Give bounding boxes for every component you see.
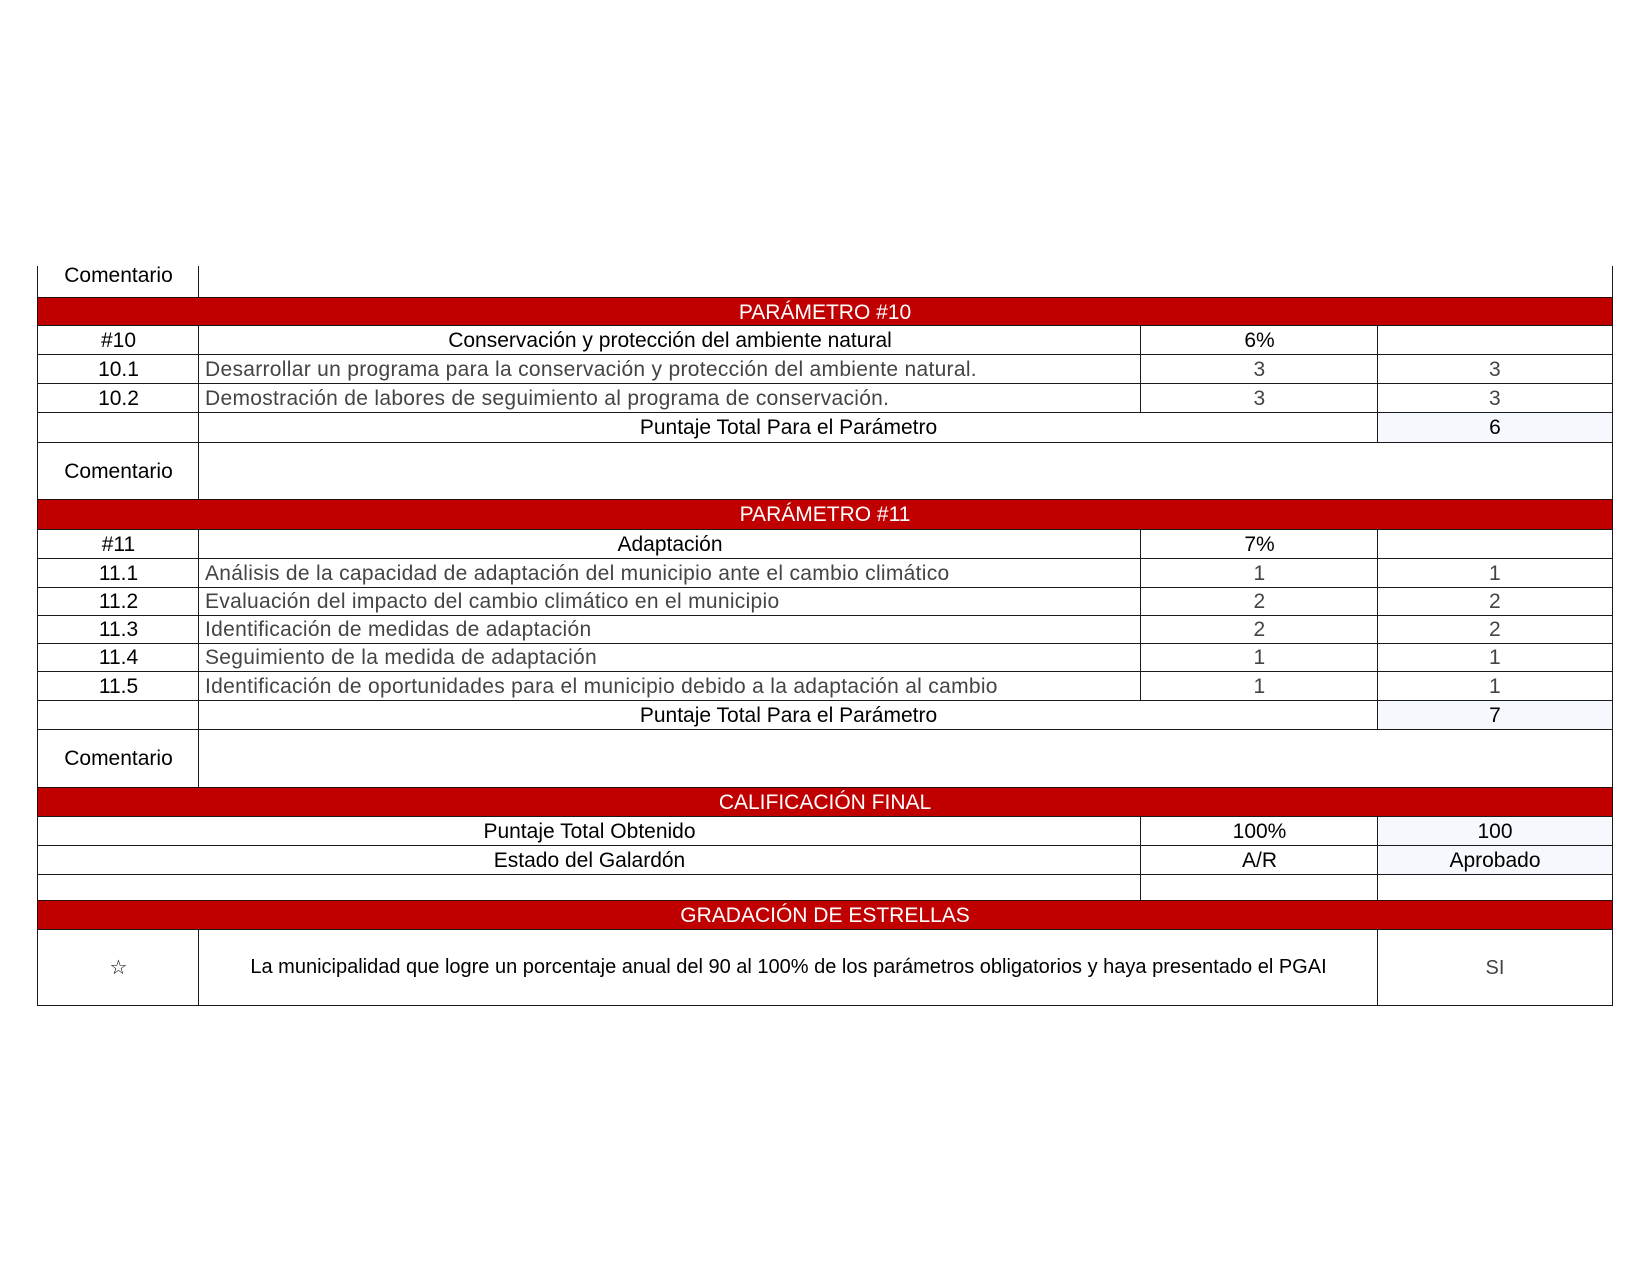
param11-total-label: Puntaje Total Para el Parámetro bbox=[198, 700, 1379, 730]
param10-total-label: Puntaje Total Para el Parámetro bbox=[198, 412, 1379, 443]
param11-code: #11 bbox=[37, 529, 200, 559]
item-max: 2 bbox=[1140, 615, 1379, 644]
item-description: Análisis de la capacidad de adaptación del municipio ante el cambio climático bbox=[198, 558, 1142, 588]
item-code: 11.3 bbox=[37, 615, 200, 644]
stars-result: SI bbox=[1377, 929, 1613, 1006]
param11-header: PARÁMETRO #11 bbox=[37, 499, 1613, 530]
final-status-code: A/R bbox=[1140, 845, 1379, 875]
item-description: Identificación de medidas de adaptación bbox=[198, 615, 1142, 644]
item-code: 11.5 bbox=[37, 671, 200, 701]
param10-total-blank bbox=[37, 412, 200, 443]
param10-weight: 6% bbox=[1140, 325, 1379, 355]
final-empty-code bbox=[1140, 874, 1379, 901]
final-status-value: Aprobado bbox=[1377, 845, 1613, 875]
prev-comment-label bbox=[37, 266, 200, 298]
prev-comment-text: Comentario bbox=[64, 266, 173, 287]
item-code: 10.1 bbox=[37, 354, 200, 384]
item-max: 3 bbox=[1140, 383, 1379, 413]
evaluation-table bbox=[0, 266, 1650, 1026]
final-empty-value bbox=[1377, 874, 1613, 901]
final-header: CALIFICACIÓN FINAL bbox=[37, 787, 1613, 817]
item-score[interactable]: 3 bbox=[1377, 354, 1613, 384]
param11-blank bbox=[1377, 529, 1613, 559]
param10-comment-label: Comentario bbox=[37, 442, 200, 500]
param10-header: PARÁMETRO #10 bbox=[37, 297, 1613, 327]
param11-total-blank bbox=[37, 700, 200, 730]
final-total-percent: 100% bbox=[1140, 816, 1379, 846]
stars-header: GRADACIÓN DE ESTRELLAS bbox=[37, 900, 1613, 930]
final-status-label: Estado del Galardón bbox=[37, 845, 1142, 875]
item-description: Desarrollar un programa para la conservación y protección del ambiente natural. bbox=[198, 354, 1142, 384]
item-description: Identificación de oportunidades para el municipio debido a la adaptación al cambio bbox=[198, 671, 1142, 701]
star-icon: ☆ bbox=[37, 929, 200, 1006]
param11-total-value: 7 bbox=[1377, 700, 1613, 730]
final-total-label: Puntaje Total Obtenido bbox=[37, 816, 1142, 846]
prev-comment-field[interactable] bbox=[198, 266, 1613, 298]
item-max: 3 bbox=[1140, 354, 1379, 384]
item-description: Seguimiento de la medida de adaptación bbox=[198, 643, 1142, 672]
item-max: 2 bbox=[1140, 587, 1379, 616]
final-empty-label bbox=[37, 874, 1142, 901]
param10-title: Conservación y protección del ambiente natural bbox=[198, 325, 1142, 355]
item-code: 10.2 bbox=[37, 383, 200, 413]
item-score[interactable]: 3 bbox=[1377, 383, 1613, 413]
param10-total-value: 6 bbox=[1377, 412, 1613, 443]
item-score[interactable]: 1 bbox=[1377, 558, 1613, 588]
item-max: 1 bbox=[1140, 671, 1379, 701]
param11-comment-label: Comentario bbox=[37, 729, 200, 788]
item-code: 11.2 bbox=[37, 587, 200, 616]
item-max: 1 bbox=[1140, 643, 1379, 672]
item-code: 11.4 bbox=[37, 643, 200, 672]
param11-comment-field[interactable] bbox=[198, 729, 1613, 788]
param11-title: Adaptación bbox=[198, 529, 1142, 559]
param11-weight: 7% bbox=[1140, 529, 1379, 559]
item-description: Demostración de labores de seguimiento al programa de conservación. bbox=[198, 383, 1142, 413]
item-score[interactable]: 1 bbox=[1377, 643, 1613, 672]
param10-comment-field[interactable] bbox=[198, 442, 1613, 500]
item-description: Evaluación del impacto del cambio climático en el municipio bbox=[198, 587, 1142, 616]
item-code: 11.1 bbox=[37, 558, 200, 588]
item-score[interactable]: 2 bbox=[1377, 587, 1613, 616]
stars-criterion: La municipalidad que logre un porcentaje anual del 90 al 100% de los parámetros obligatorios y haya presentado el PGAI bbox=[198, 929, 1379, 1006]
param10-blank bbox=[1377, 325, 1613, 355]
param10-code: #10 bbox=[37, 325, 200, 355]
item-score[interactable]: 2 bbox=[1377, 615, 1613, 644]
item-score[interactable]: 1 bbox=[1377, 671, 1613, 701]
final-total-value: 100 bbox=[1377, 816, 1613, 846]
item-max: 1 bbox=[1140, 558, 1379, 588]
